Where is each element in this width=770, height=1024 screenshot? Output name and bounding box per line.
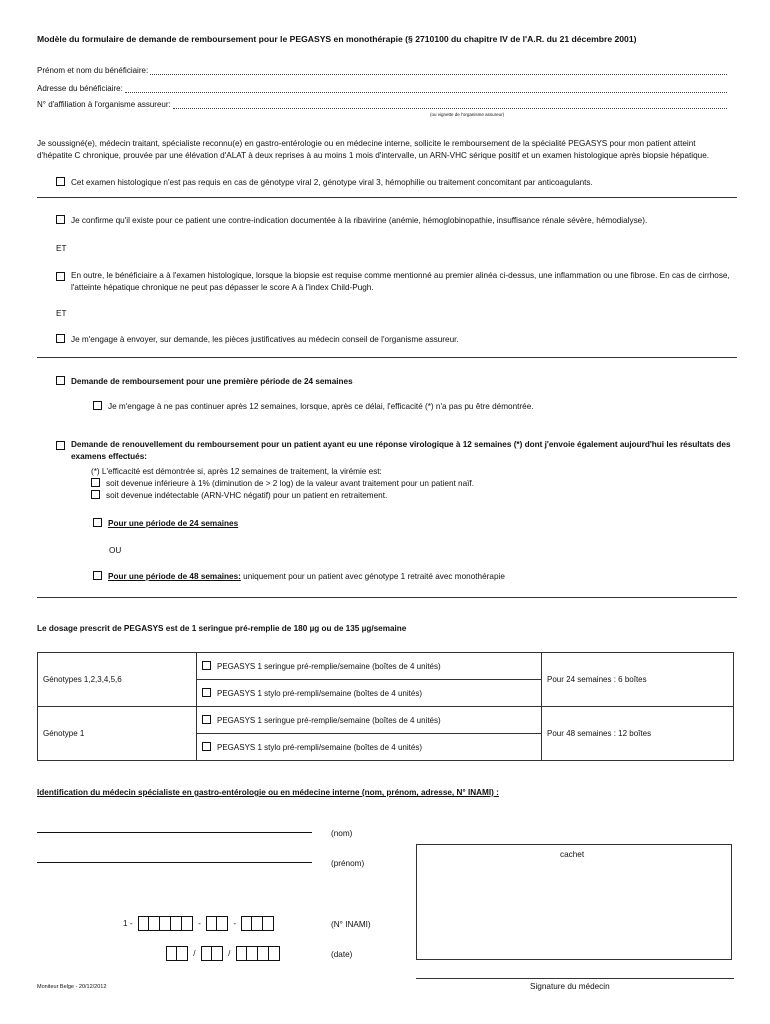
row2-syringe-checkbox[interactable] (202, 715, 211, 724)
affiliation-row (37, 100, 727, 109)
first-request-row (56, 377, 736, 386)
histology-label: En outre, le bénéficiaire a à l'examen histologique, lorsque la biopsie est requise comme mentionné au premier alinéa ci-dessus, une inflammation ou une fibrose. En cas de cirrhose, l'atteinte hépatique chronique ne peut pas dépasser le score A à l'index Child-Pugh. (71, 271, 730, 292)
efficacy-option-1-checkbox[interactable] (91, 478, 100, 487)
renewal-checkbox[interactable] (56, 441, 65, 450)
firstname-line[interactable] (37, 862, 312, 863)
affiliation-label: N° d'affiliation à l'organisme assureur: (37, 100, 171, 109)
efficacy-option-2-checkbox[interactable] (91, 490, 100, 499)
period-48-row (93, 572, 733, 581)
engagement-checkbox[interactable] (56, 334, 65, 343)
beneficiary-name-field[interactable] (150, 66, 727, 75)
divider (37, 357, 737, 358)
contraindication-label: Je confirme qu'il existe pour ce patient une contre-indication documentée à la ribavirine (anémie, hémoglobinopathie, insuffisance rénale sévère, hémodialyse). (71, 216, 648, 225)
histology-row (56, 270, 736, 293)
footer-source: Moniteur Belge - 20/12/2012 (37, 984, 107, 990)
efficacy-option-2-label: soit devenue indétectable (ARN-VHC négatif) pour un patient en retraitement. (106, 491, 388, 500)
beneficiary-name-label: Prénom et nom du bénéficiaire: (37, 66, 149, 75)
engagement-label: Je m'engage à envoyer, sur demande, les pièces justificatives au médecin conseil de l'organisme assureur. (71, 335, 459, 344)
divider (37, 597, 737, 598)
inami-prefix: 1 - (123, 919, 133, 928)
period-24-checkbox[interactable] (93, 518, 102, 527)
stamp-label: cachet (560, 850, 585, 859)
inami-group-3[interactable] (241, 916, 274, 931)
duration-cell: Pour 48 semaines : 12 boîtes (541, 706, 734, 761)
inami-boxes: 1 - - - (120, 916, 274, 931)
name-caption: (nom) (331, 829, 353, 838)
intro-text: Je soussigné(e), médecin traitant, spécialiste reconnu(e) en gastro-entérologie ou en médecine interne, sollicite le remboursement de la spécialité PEGASYS pour mon patient atteint d'hépatite C chronique, prouvée par une élévation d'ALAT à deux reprises à au moins 1 mois d'intervalle, un ARN-VHC sérique positif et un examen histologique après biopsie hépatique. (37, 139, 710, 160)
option-cell (196, 706, 542, 734)
intro-check-row (56, 178, 736, 187)
stamp-box (416, 844, 732, 960)
identification-heading: Identification du médecin spécialiste en gastro-entérologie ou en médecine interne (nom, prénom, adresse, N° INAMI) : (37, 788, 499, 797)
row2-syringe-label: PEGASYS 1 seringue pré-remplie/semaine (boîtes de 4 unités) (217, 715, 441, 725)
beneficiary-address-label: Adresse du bénéficiaire: (37, 84, 123, 93)
renewal-row (56, 439, 736, 462)
first-sub-row (93, 402, 733, 411)
et-label: ET (56, 244, 67, 253)
option-cell (196, 679, 542, 707)
genotype-cell: Génotypes 1,2,3,4,5,6 (37, 652, 197, 707)
first-sub-checkbox[interactable] (93, 401, 102, 410)
beneficiary-address-row (37, 84, 727, 93)
period-24-label: Pour une période de 24 semaines (108, 519, 239, 528)
first-request-label: Demande de remboursement pour une première période de 24 semaines (71, 377, 353, 386)
intro-check-label: Cet examen histologique n'est pas requis en cas de génotype viral 2, génotype viral 3, hémophilie ou traitement concomitant par anticoagulants. (71, 178, 593, 187)
efficacy-option-2 (91, 491, 731, 500)
inami-group-2[interactable] (206, 916, 228, 931)
date-year[interactable] (236, 946, 280, 961)
affiliation-field[interactable] (173, 100, 727, 109)
duration-cell: Pour 24 semaines : 6 boîtes (541, 652, 734, 707)
beneficiary-address-field[interactable] (125, 84, 727, 93)
contraindication-row (56, 216, 736, 225)
option-cell (196, 652, 542, 680)
period-48-checkbox[interactable] (93, 571, 102, 580)
renewal-label: Demande de renouvellement du remboursement pour un patient ayant eu une réponse virologique à 12 semaines (*) dont j'envoie également aujourd'hui les résultats des examens effectués: (71, 440, 731, 461)
vignette-note: (ou vignette de l'organisme assureur) (430, 112, 505, 117)
first-request-checkbox[interactable] (56, 376, 65, 385)
row2-pen-label: PEGASYS 1 stylo pré-rempli/semaine (boîtes de 4 unités) (217, 742, 422, 752)
row1-syringe-label: PEGASYS 1 seringue pré-remplie/semaine (boîtes de 4 unités) (217, 661, 441, 671)
beneficiary-name-row (37, 66, 727, 75)
signature-line (416, 978, 734, 979)
signature-label: Signature du médecin (530, 982, 610, 991)
engagement-row (56, 335, 736, 344)
inami-group-1[interactable] (138, 916, 193, 931)
row1-pen-label: PEGASYS 1 stylo pré-rempli/semaine (boîtes de 4 unités) (217, 688, 422, 698)
intro-checkbox[interactable] (56, 177, 65, 186)
period-48-detail: uniquement pour un patient avec génotype 1 retraité avec monothérapie (240, 572, 505, 581)
inami-caption: (N° INAMI) (331, 920, 371, 929)
name-line[interactable] (37, 832, 312, 833)
histology-checkbox[interactable] (56, 272, 65, 281)
row1-pen-checkbox[interactable] (202, 688, 211, 697)
date-day[interactable] (166, 946, 188, 961)
date-caption: (date) (331, 950, 353, 959)
document-title: Modèle du formulaire de demande de remboursement pour le PEGASYS en monothérapie (§ 2710100 du chapitre IV de l'A.R. du 21 décembre 2001) (37, 34, 637, 44)
contraindication-checkbox[interactable] (56, 215, 65, 224)
et-label: ET (56, 309, 67, 318)
date-boxes: / / (166, 946, 280, 961)
dosage-text: Le dosage prescrit de PEGASYS est de 1 seringue pré-remplie de 180 µg ou de 135 µg/semaine (37, 624, 407, 633)
row1-syringe-checkbox[interactable] (202, 661, 211, 670)
firstname-caption: (prénom) (331, 859, 365, 868)
efficacy-option-1 (91, 479, 731, 488)
genotype-cell: Génotype 1 (37, 706, 197, 761)
first-sub-label: Je m'engage à ne pas continuer après 12 semaines, lorsque, après ce délai, l'efficacité (*) n'a pas pu être démontrée. (108, 402, 534, 411)
ou-label: OU (109, 546, 122, 555)
period-48-label: Pour une période de 48 semaines: (108, 572, 241, 581)
row2-pen-checkbox[interactable] (202, 742, 211, 751)
divider (37, 197, 737, 198)
efficacy-note: (*) L'efficacité est démontrée si, après 12 semaines de traitement, la virémie est: (91, 467, 382, 476)
date-month[interactable] (201, 946, 223, 961)
period-24-row (93, 519, 238, 528)
option-cell (196, 733, 542, 761)
efficacy-option-1-label: soit devenue inférieure à 1% (diminution de > 2 log) de la valeur avant traitement pour un patient naïf. (106, 479, 474, 488)
